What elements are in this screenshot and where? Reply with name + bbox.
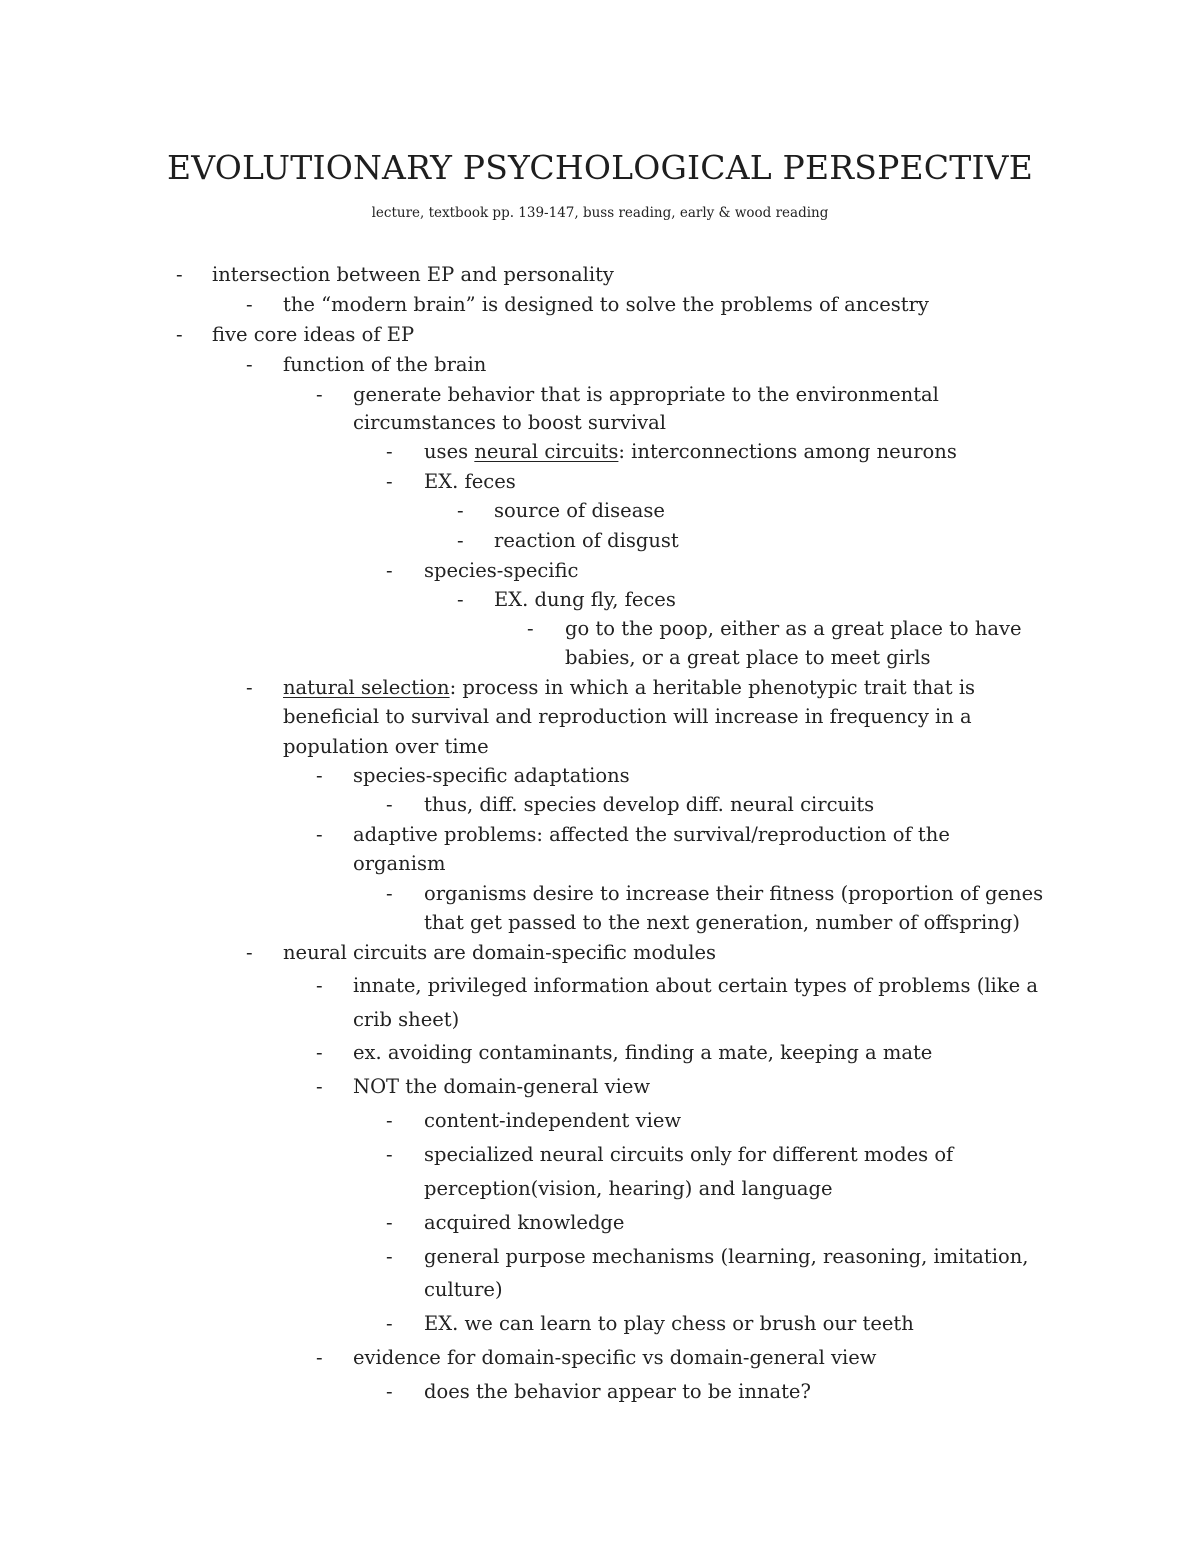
outline-line: intersection between EP and personality: [212, 263, 614, 286]
outline-line: the “modern brain” is designed to solve the problems of ancestry: [283, 293, 929, 316]
outline-line: perception(vision, hearing) and language: [424, 1177, 833, 1200]
outline-line: content-independent view: [424, 1109, 682, 1132]
line-text: uses: [424, 440, 475, 463]
line-text: : process in which a heritable phenotypic trait that is: [449, 676, 976, 699]
outline-line: babies, or a great place to meet girls: [565, 646, 931, 669]
page-subtitle: lecture, textbook pp. 139-147, buss reading, early & wood reading: [371, 205, 829, 221]
outline-line: does the behavior appear to be innate?: [424, 1380, 811, 1403]
bullet-dash: -: [246, 676, 253, 699]
bullet-dash: -: [246, 941, 253, 964]
outline-line: go to the poop, either as a great place to have: [565, 617, 1022, 640]
outline-line: innate, privileged information about certain types of problems (like a: [353, 974, 1038, 997]
bullet-dash: -: [386, 1109, 393, 1132]
bullet-dash: -: [386, 1143, 393, 1166]
bullet-dash: -: [316, 383, 323, 406]
bullet-dash: -: [316, 764, 323, 787]
bullet-dash: -: [386, 793, 393, 816]
bullet-dash: -: [527, 617, 534, 640]
bullet-dash: -: [386, 882, 393, 905]
outline-line: beneficial to survival and reproduction will increase in frequency in a: [283, 705, 972, 728]
outline-line: organism: [353, 852, 446, 875]
bullet-dash: -: [316, 1346, 323, 1369]
outline-line: NOT the domain-general view: [353, 1075, 651, 1098]
outline-line: EX. we can learn to play chess or brush our teeth: [424, 1312, 914, 1335]
outline-line: [283, 676, 975, 699]
outline-line: acquired knowledge: [424, 1211, 625, 1234]
outline-line: evidence for domain-specific vs domain-general view: [353, 1346, 877, 1369]
outline-line: organisms desire to increase their fitness (proportion of genes: [424, 882, 1044, 905]
outline-line: source of disease: [494, 499, 665, 522]
outline-line: reaction of disgust: [494, 529, 679, 552]
outline-line: thus, diff. species develop diff. neural circuits: [424, 793, 875, 816]
outline-line: general purpose mechanisms (learning, reasoning, imitation,: [424, 1245, 1029, 1268]
bullet-dash: -: [316, 823, 323, 846]
defined-term: neural circuits: [474, 440, 619, 463]
outline-line: species-specific adaptations: [353, 764, 630, 787]
outline-line: that get passed to the next generation, number of offspring): [424, 911, 1020, 934]
outline-line: circumstances to boost survival: [353, 411, 666, 434]
bullet-dash: -: [246, 293, 253, 316]
bullet-dash: -: [386, 1312, 393, 1335]
outline-line: crib sheet): [353, 1008, 460, 1031]
outline-line: population over time: [283, 735, 489, 758]
outline-line: function of the brain: [283, 353, 487, 376]
bullet-dash: -: [386, 1245, 393, 1268]
outline-line: five core ideas of EP: [212, 323, 415, 346]
outline-line: EX. feces: [424, 470, 516, 493]
page-title: EVOLUTIONARY PSYCHOLOGICAL PERSPECTIVE: [166, 148, 1034, 187]
outline-line: [424, 440, 957, 463]
bullet-dash: -: [176, 323, 183, 346]
outline-line: neural circuits are domain-specific modules: [283, 941, 717, 964]
outline-line: EX. dung fly, feces: [494, 588, 676, 611]
bullet-dash: -: [316, 974, 323, 997]
bullet-dash: -: [246, 353, 253, 376]
bullet-dash: -: [457, 588, 464, 611]
bullet-dash: -: [457, 499, 464, 522]
bullet-dash: -: [457, 529, 464, 552]
outline-line: generate behavior that is appropriate to the environmental: [353, 383, 939, 406]
bullet-dash: -: [316, 1075, 323, 1098]
outline-line: specialized neural circuits only for different modes of: [424, 1143, 954, 1166]
outline-line: species-specific: [424, 559, 579, 582]
bullet-dash: -: [386, 440, 393, 463]
bullet-dash: -: [386, 559, 393, 582]
defined-term: natural selection: [283, 676, 450, 699]
bullet-dash: -: [386, 470, 393, 493]
line-text: : interconnections among neurons: [618, 440, 957, 463]
outline-line: ex. avoiding contaminants, finding a mate, keeping a mate: [353, 1041, 933, 1064]
bullet-dash: -: [176, 263, 183, 286]
outline-line: adaptive problems: affected the survival/reproduction of the: [353, 823, 950, 846]
bullet-dash: -: [386, 1380, 393, 1403]
bullet-dash: -: [316, 1041, 323, 1064]
outline-line: culture): [424, 1278, 503, 1301]
bullet-dash: -: [386, 1211, 393, 1234]
